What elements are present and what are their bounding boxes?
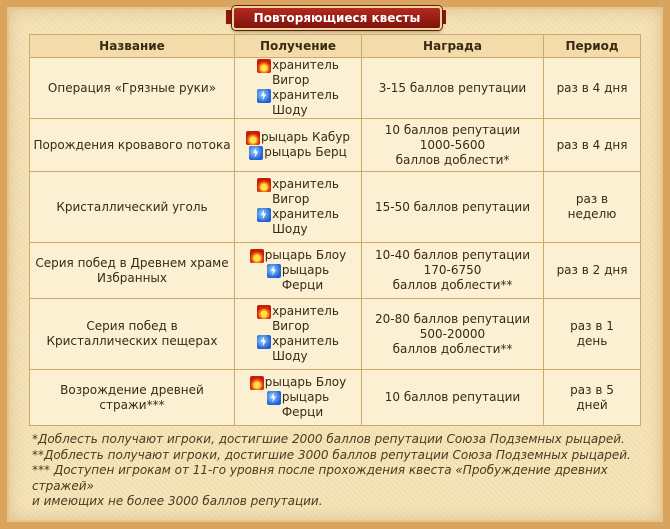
- lightning-icon: [249, 146, 263, 160]
- column-header-name: Название: [30, 35, 235, 58]
- quest-giver-text: [257, 304, 339, 334]
- period-line: раз в 5: [570, 382, 614, 397]
- quest-giver-text: [257, 177, 339, 207]
- quest-giver-text: [267, 390, 329, 420]
- quest-giver: [238, 58, 358, 88]
- quest-name: Серия побед в Кристаллических пещерах: [30, 299, 235, 370]
- reward-line: 1000-5600: [419, 137, 486, 152]
- reward-line: 15-50 баллов репутации: [374, 199, 531, 214]
- quest-giver-text: [257, 58, 339, 88]
- quest-giver-name: Ферци: [281, 278, 324, 292]
- quest-period: [544, 370, 641, 426]
- table-row: [30, 119, 641, 172]
- table-row: [30, 243, 641, 299]
- quest-giver-title: рыцарь Блоу: [264, 248, 347, 262]
- reward-line: баллов доблести*: [395, 152, 510, 167]
- table-header-row: [30, 35, 641, 58]
- lightning-icon: [257, 89, 271, 103]
- page-title: Повторяющиеся квесты: [232, 6, 442, 30]
- quest-giver-title: рыцарь: [281, 263, 330, 277]
- quest-giver: [238, 145, 358, 160]
- quest-givers: [235, 172, 362, 243]
- quest-giver-name: Ферци: [281, 405, 324, 419]
- quest-givers: [235, 299, 362, 370]
- quest-givers: [235, 370, 362, 426]
- quest-giver-title: хранитель: [272, 334, 339, 348]
- quest-giver-name: Шоду: [272, 103, 308, 117]
- quest-name: Кристаллический уголь: [30, 172, 235, 243]
- quest-giver-title: хранитель: [272, 58, 339, 72]
- quest-period: [544, 58, 641, 119]
- column-header-reward: Награда: [362, 35, 544, 58]
- quest-name: Возрождение древней стражи***: [30, 370, 235, 426]
- period-line: раз в 4 дня: [556, 80, 628, 95]
- quest-name: Серия побед в Древнем храме Избранных: [30, 243, 235, 299]
- period-line: дней: [576, 397, 608, 412]
- reward-line: баллов доблести**: [392, 278, 513, 292]
- quest-reward: [362, 243, 544, 299]
- quest-giver-title: рыцарь Кабур: [260, 130, 351, 144]
- quest-giver-name: Вигор: [272, 319, 310, 333]
- quest-giver-name: Вигор: [272, 192, 310, 206]
- column-header-period: Период: [544, 35, 641, 58]
- reward-line: 10 баллов репутации: [384, 122, 521, 137]
- quest-giver: [238, 304, 358, 334]
- quest-giver: [238, 88, 358, 118]
- quest-giver-title: рыцарь Берц: [264, 145, 347, 159]
- footnote: *** Доступен игрокам от 11-го уровня после прохождения квеста «Пробуждение древних стражей»: [32, 463, 608, 493]
- lightning-icon: [267, 264, 281, 278]
- quest-period: [544, 119, 641, 172]
- fire-icon: [250, 249, 264, 263]
- fire-icon: [257, 59, 271, 73]
- lightning-icon: [267, 391, 281, 405]
- period-line: раз в 4 дня: [556, 137, 628, 152]
- fire-icon: [250, 376, 264, 390]
- quest-givers: [235, 243, 362, 299]
- quest-giver: [238, 334, 358, 364]
- quest-giver-text: [250, 375, 346, 390]
- quest-giver-title: хранитель: [272, 207, 339, 221]
- lightning-icon: [257, 335, 271, 349]
- lightning-icon: [257, 208, 271, 222]
- quest-period: [544, 243, 641, 299]
- period-line: день: [576, 334, 608, 348]
- quest-name: Порождения кровавого потока: [30, 119, 235, 172]
- quest-giver: [238, 130, 358, 145]
- footnotes: [32, 432, 642, 510]
- quest-reward: [362, 58, 544, 119]
- period-line: неделю: [567, 207, 617, 221]
- table-body: [30, 58, 641, 426]
- quest-giver-name: Шоду: [272, 349, 308, 363]
- quest-giver-title: рыцарь Блоу: [264, 375, 347, 389]
- table-row: [30, 58, 641, 119]
- quest-giver-text: [250, 248, 346, 263]
- footnote: **Доблесть получают игроки, достигшие 3000 баллов репутации Союза Подземных рыцарей.: [32, 447, 631, 462]
- quest-giver-title: хранитель: [272, 304, 339, 318]
- quest-giver: [238, 375, 358, 390]
- table-row: [30, 172, 641, 243]
- column-header-receive: Получение: [235, 35, 362, 58]
- quest-giver: [238, 207, 358, 237]
- reward-line: 10 баллов репутации: [384, 390, 521, 404]
- quest-reward: [362, 299, 544, 370]
- quest-period: [544, 299, 641, 370]
- reward-line: 20-80 баллов репутации: [374, 311, 531, 326]
- reward-line: 500-20000: [419, 326, 486, 341]
- table-row: [30, 299, 641, 370]
- quest-giver-name: Шоду: [272, 222, 308, 236]
- quest-giver-text: [257, 334, 339, 364]
- reward-line: 170-6750: [423, 263, 482, 277]
- quest-giver-text: [257, 88, 339, 118]
- quest-giver-title: хранитель: [272, 88, 339, 102]
- quest-giver-text: [257, 207, 339, 237]
- quests-table: [29, 34, 641, 426]
- quest-giver: [238, 177, 358, 207]
- quest-giver: [238, 263, 358, 293]
- quest-giver-text: [246, 130, 350, 145]
- reward-line: 3-15 баллов репутации: [378, 80, 527, 95]
- quest-reward: [362, 119, 544, 172]
- quest-giver-text: [249, 145, 347, 160]
- fire-icon: [257, 178, 271, 192]
- quest-giver: [238, 390, 358, 420]
- footnote: *Доблесть получают игроки, достигшие 2000 баллов репутации Союза Подземных рыцарей.: [32, 432, 625, 446]
- quest-reward: [362, 370, 544, 426]
- reward-line: баллов доблести**: [392, 341, 513, 356]
- quest-reward: [362, 172, 544, 243]
- period-line: раз в: [575, 192, 609, 206]
- fire-icon: [246, 131, 260, 145]
- quest-giver-title: хранитель: [272, 177, 339, 191]
- footnote: и имеющих не более 3000 баллов репутации.: [32, 494, 323, 508]
- period-line: раз в 2 дня: [556, 263, 628, 277]
- quest-giver-title: рыцарь: [281, 390, 330, 404]
- quest-givers: [235, 58, 362, 119]
- quest-giver: [238, 248, 358, 263]
- quest-givers: [235, 119, 362, 172]
- quest-period: [544, 172, 641, 243]
- reward-line: 10-40 баллов репутации: [374, 248, 531, 262]
- table-row: [30, 370, 641, 426]
- quest-giver-text: [267, 263, 329, 293]
- quest-giver-name: Вигор: [272, 73, 310, 87]
- period-line: раз в 1: [570, 319, 614, 333]
- fire-icon: [257, 305, 271, 319]
- quest-name: Операция «Грязные руки»: [30, 58, 235, 119]
